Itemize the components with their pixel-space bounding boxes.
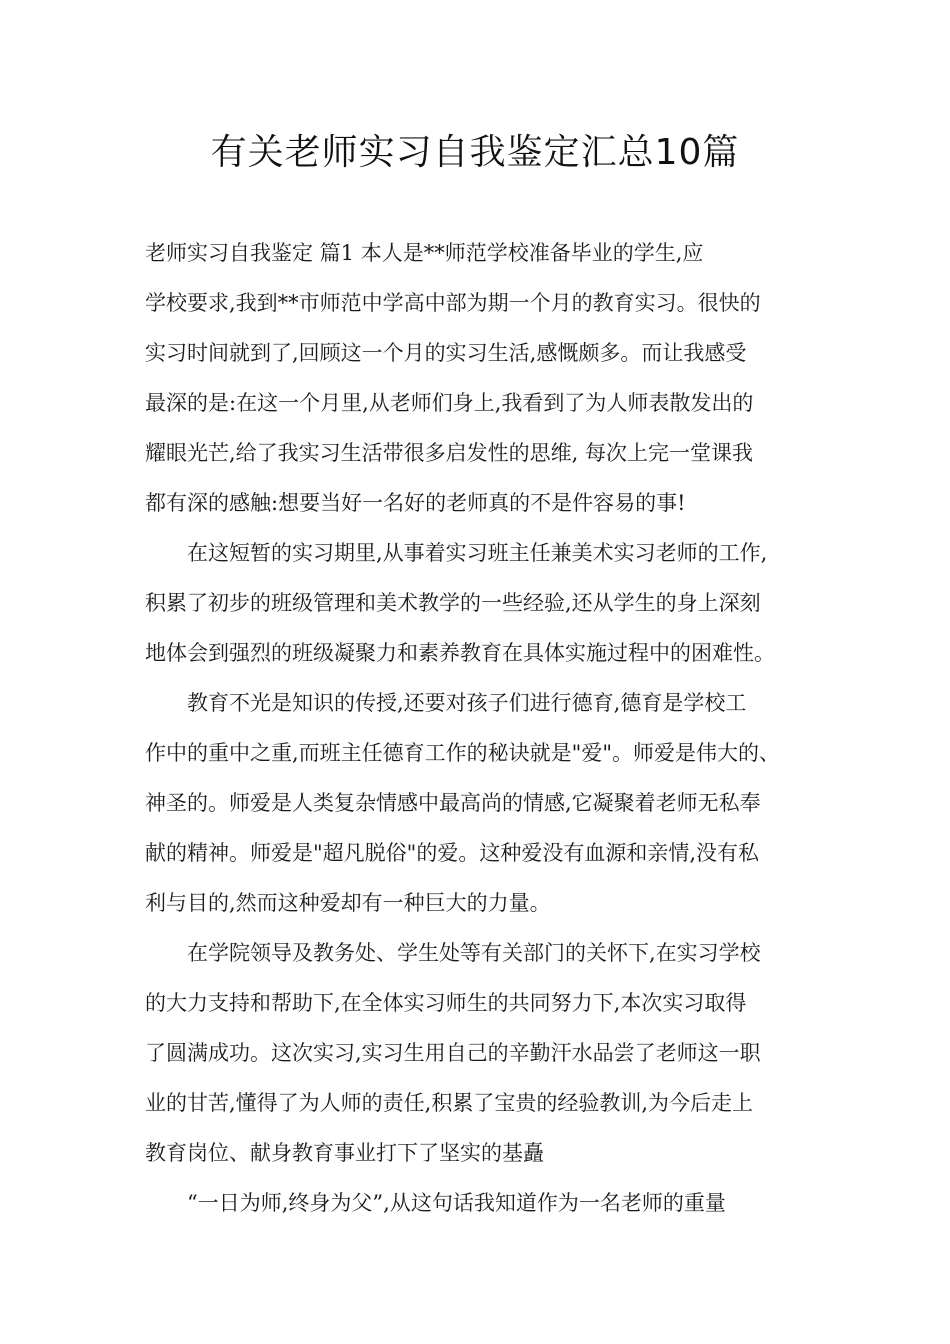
text-line: 教育不光是知识的传授,还要对孩子们进行德育,德育是学校工 [187, 691, 747, 715]
text-line: 在学院领导及教务处、学生处等有关部门的关怀下,在实习学校 [187, 941, 761, 965]
text-line: 积累了初步的班级管理和美术教学的一些经验,还从学生的身上深刻 [145, 591, 761, 615]
text-line: 学校要求,我到**市师范中学高中部为期一个月的教育实习。很快的 [145, 291, 761, 315]
text-line: 地体会到强烈的班级凝聚力和素养教育在具体实施过程中的困难性。 [145, 641, 775, 665]
text-line: 在这短暂的实习期里,从事着实习班主任兼美术实习老师的工作, [187, 541, 768, 565]
text-line: 的大力支持和帮助下,在全体实习师生的共同努力下,本次实习取得 [145, 991, 747, 1015]
text-line: “一日为师,终身为父”,从这句话我知道作为一名老师的重量 [187, 1191, 726, 1215]
document-title: 有关老师实习自我鉴定汇总10篇 [210, 132, 740, 173]
text-line: 教育岗位、献身教育事业打下了坚实的基矗 [145, 1141, 544, 1165]
text-line: 神圣的。师爱是人类复杂情感中最高尚的情感,它凝聚着老师无私奉 [145, 791, 761, 815]
text-line: 利与目的,然而这种爱却有一种巨大的力量。 [145, 891, 551, 915]
text-line: 了圆满成功。这次实习,实习生用自己的辛勤汗水品尝了老师这一职 [145, 1041, 761, 1065]
text-line: 献的精神。师爱是"超凡脱俗"的爱。这种爱没有血源和亲情,没有私 [145, 841, 759, 865]
text-line: 实习时间就到了,回顾这一个月的实习生活,感慨颇多。而让我感受 [145, 341, 747, 365]
text-line: 耀眼光芒,给了我实习生活带很多启发性的思维, 每次上完一堂课我 [145, 441, 754, 465]
text-line: 业的甘苦,懂得了为人师的责任,积累了宝贵的经验教训,为今后走上 [145, 1091, 754, 1115]
text-line: 都有深的感触:想要当好一名好的老师真的不是件容易的事! [145, 491, 686, 515]
text-line: 最深的是:在这一个月里,从老师们身上,我看到了为人师表散发出的 [145, 391, 754, 415]
text-line: 作中的重中之重,而班主任德育工作的秘诀就是"爱"。师爱是伟大的、 [145, 741, 780, 765]
document-body [145, 228, 810, 1228]
text-line: 老师实习自我鉴定 篇1 本人是**师范学校准备毕业的学生,应 [145, 241, 704, 265]
